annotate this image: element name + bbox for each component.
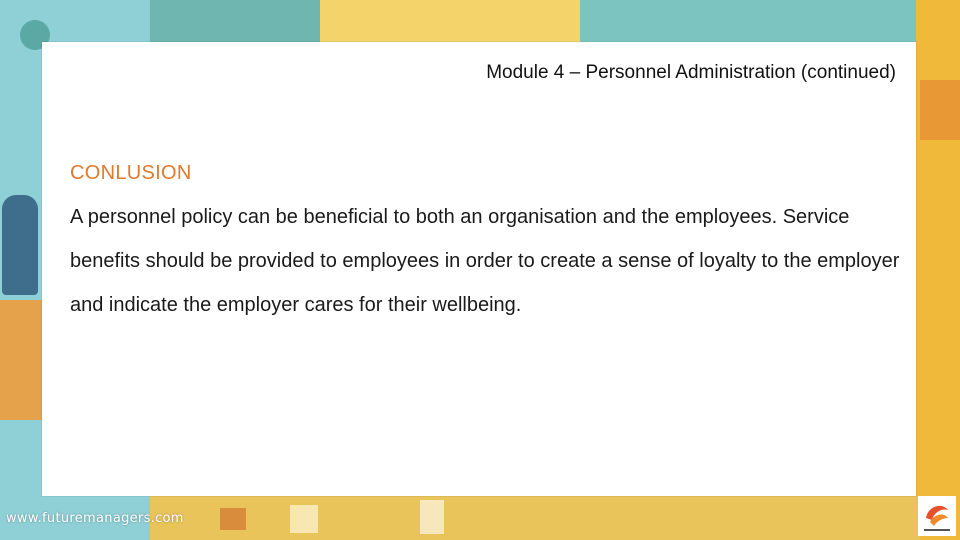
bg-bottom-band bbox=[150, 496, 920, 540]
bg-image-icon bbox=[290, 505, 318, 533]
body-paragraph: A personnel policy can be beneficial to both an organisation and the employees. Service benefits should be provided to employees in order to create a sense of loyalty to the employer and indicate the employer cares for their wellbeing. bbox=[70, 206, 900, 316]
bg-document-icon bbox=[420, 500, 444, 534]
bg-top-left-block bbox=[150, 0, 320, 42]
future-managers-logo-icon bbox=[918, 496, 956, 536]
bg-top-right-block bbox=[580, 0, 960, 42]
bg-folder-icon bbox=[220, 508, 246, 530]
section-heading: CONLUSION bbox=[70, 162, 192, 184]
footer-url: www.futuremanagers.com bbox=[6, 511, 184, 526]
bg-left-accent bbox=[0, 300, 42, 420]
slide-title: Module 4 – Personnel Administration (continued) bbox=[486, 62, 896, 83]
content-panel bbox=[42, 42, 916, 496]
bg-top-mid-block bbox=[320, 0, 580, 42]
bg-person-figure bbox=[2, 195, 38, 295]
bg-right-accent bbox=[920, 80, 960, 140]
